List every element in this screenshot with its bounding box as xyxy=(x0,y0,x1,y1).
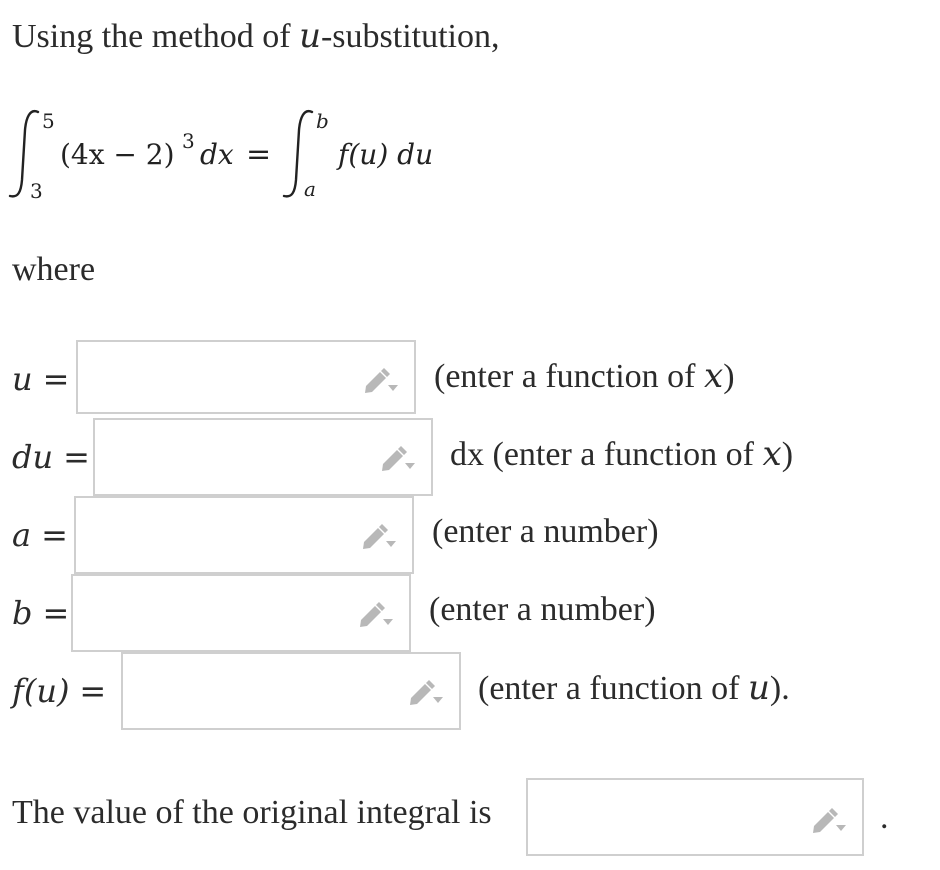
field-row-u xyxy=(0,340,940,418)
field-hint-fu: (enter a function of u). xyxy=(478,668,790,708)
answer-input-a[interactable] xyxy=(74,496,414,574)
pencil-dropdown-icon[interactable] xyxy=(810,806,848,834)
pencil-dropdown-icon[interactable] xyxy=(357,600,395,628)
intro-suffix: -substitution, xyxy=(320,18,500,55)
answer-input-u[interactable] xyxy=(76,340,416,414)
answer-input-fu[interactable] xyxy=(121,652,461,730)
field-row-du xyxy=(0,418,940,496)
answer-input-du[interactable] xyxy=(93,418,433,496)
answer-input-b[interactable] xyxy=(71,574,411,652)
field-hint-b: (enter a number) xyxy=(429,591,656,628)
field-row-fu xyxy=(0,652,940,730)
intro-text xyxy=(12,14,500,59)
integrand-left: (4x − 2) xyxy=(60,138,175,171)
field-label-b: b = xyxy=(12,594,70,632)
pencil-dropdown-icon[interactable] xyxy=(379,444,417,472)
field-label-fu: f(u) = xyxy=(12,672,107,710)
field-label-a: a = xyxy=(12,516,68,554)
differential-dx: dx xyxy=(200,138,234,171)
equals-sign: = xyxy=(246,137,272,172)
field-label-du: du = xyxy=(12,438,90,476)
intro-variable: u xyxy=(299,16,321,56)
field-hint-du: dx (enter a function of x) xyxy=(450,434,794,474)
lower-limit-right: a xyxy=(304,177,316,201)
field-row-a xyxy=(0,496,940,574)
upper-limit-left: 5 xyxy=(42,109,55,133)
field-row-b xyxy=(0,574,940,652)
where-label: where xyxy=(12,251,96,288)
field-hint-u: (enter a function of x) xyxy=(434,356,735,396)
pencil-dropdown-icon[interactable] xyxy=(362,366,400,394)
lower-limit-left: 3 xyxy=(30,179,43,203)
pencil-dropdown-icon[interactable] xyxy=(360,522,398,550)
field-hint-a: (enter a number) xyxy=(432,513,659,550)
intro-prefix: Using the method of xyxy=(12,18,300,55)
exponent: 3 xyxy=(182,129,195,153)
answer-input-integral-value[interactable] xyxy=(526,778,864,856)
integrand-right: f(u) du xyxy=(338,138,434,171)
upper-limit-right: b xyxy=(316,109,329,133)
final-period: . xyxy=(880,799,889,836)
final-question-text: The value of the original integral is xyxy=(12,794,492,831)
integral-equation xyxy=(0,100,520,210)
field-label-u: u = xyxy=(12,360,70,398)
pencil-dropdown-icon[interactable] xyxy=(407,678,445,706)
